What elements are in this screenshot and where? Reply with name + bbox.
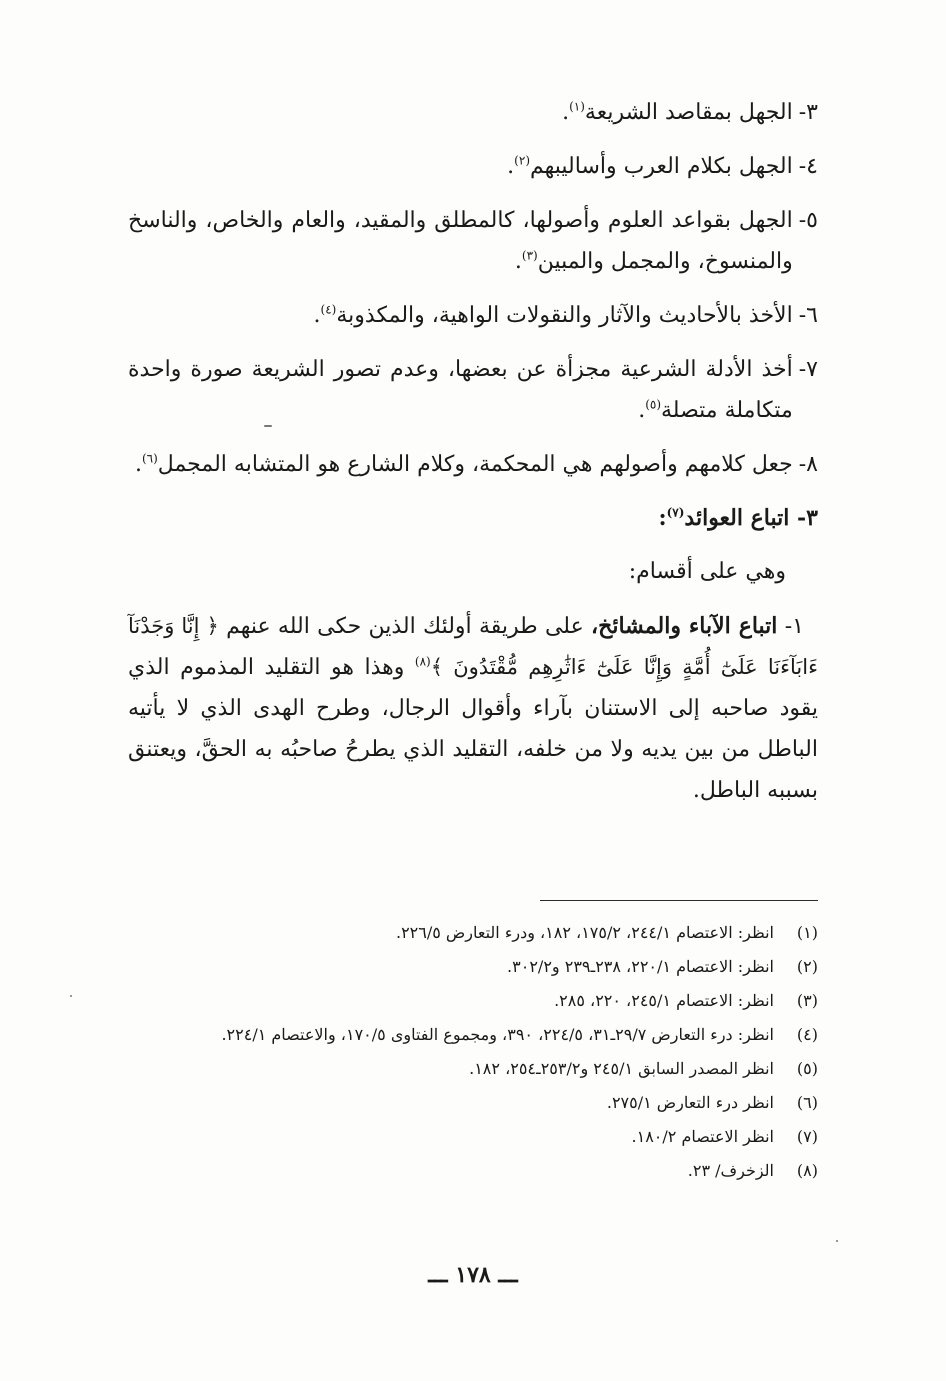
footnote	[128, 1086, 818, 1120]
footnote-divider	[540, 900, 818, 901]
footnote-ref: (١)	[569, 99, 585, 114]
footnote-text: الزخرف/ ٢٣.	[687, 1161, 774, 1180]
section-title: اتباع العوائد	[684, 505, 790, 531]
footnote	[128, 916, 818, 950]
paragraph-text: على طريقة أولئك الذين حكى الله عنهم	[226, 614, 584, 639]
footnote-text: انظر الاعتصام ١٨٠/٢.	[631, 1127, 774, 1146]
footnote-text: انظر: الاعتصام ٢٢٠/١، ٢٣٨ـ٢٣٩ و٣٠٢/٢.	[507, 957, 774, 976]
footnote-number: (١)	[796, 923, 818, 942]
footnote-ref: (٥)	[645, 397, 662, 412]
scan-speck	[836, 1240, 838, 1242]
item-number: ٦-	[798, 303, 818, 328]
item-text: جعل كلامهم وأصولهم هي المحكمة، وكلام الشارع هو المتشابه المجمل	[157, 452, 793, 477]
section-heading: ٣- اتباع العوائد$^{(٧)}$:	[658, 505, 818, 531]
footnote-ref: (٦)	[141, 451, 158, 466]
item-number: ٤-	[798, 154, 818, 179]
footnote-ref: (٧)	[666, 505, 685, 520]
footnote-text: انظر: درء التعارض ٢٩/٧ـ٣١، ٢٢٤/٥، ٣٩٠، ومجموع الفتاوى ١٧٠/٥، والاعتصام ٢٢٤/١.	[221, 1025, 774, 1044]
footnote-number: (٣)	[796, 991, 818, 1010]
footnote	[128, 1120, 818, 1154]
footnote	[128, 1052, 818, 1086]
page-number: ـــ ١٧٨ ـــ	[428, 1262, 518, 1288]
footnote	[128, 984, 818, 1018]
footnote	[128, 950, 818, 984]
footnote-number: (٦)	[796, 1093, 818, 1112]
section-number: ٣-	[797, 505, 818, 531]
item-text: الجهل بقواعد العلوم وأصولها، كالمطلق والمقيد، والعام والخاص، والناسخ والمنسوخ، والمجمل والمبين	[128, 208, 793, 274]
footnote-ref: (٢)	[514, 153, 530, 168]
paragraph-text: وهذا هو التقليد المذموم الذي يقود صاحبه إلى الاستنان بآراء وأقوال الرجال، وطرح الهدى الذي لا يأتيه الباطل من بين يديه ولا من خلفه، التقليد الذي يطرحُ صاحبُه به الحقَّ، ويعتنق بسببه الباطل.	[128, 655, 818, 803]
scan-speck	[264, 425, 272, 427]
list-item: ٧- أخذ الأدلة الشرعية مجزأة عن بعضها، وعدم تصور الشريعة صورة واحدة متكاملة متصلة$^{(٥)}$.	[128, 349, 818, 431]
footnote-text: انظر المصدر السابق ٢٤٥/١ و٢٥٣/٢ـ٢٥٤، ١٨٢.	[469, 1059, 774, 1078]
item-number: ٧-	[798, 357, 818, 382]
item-text: أخذ الأدلة الشرعية مجزأة عن بعضها، وعدم تصور الشريعة صورة واحدة متكاملة متصلة	[128, 357, 793, 423]
footnote-number: (٨)	[796, 1161, 818, 1180]
paragraph-bold-lead: اتباع الآباء والمشائخ،	[591, 613, 778, 639]
paragraph-number: ١-	[784, 614, 804, 639]
section-intro: وهي على أقسام:	[628, 559, 786, 584]
footnote-number: (٢)	[796, 957, 818, 976]
footnote-ref: (٨)	[414, 654, 431, 669]
footnote	[128, 1154, 818, 1188]
item-number: ٣-	[798, 100, 818, 125]
footnote-text: انظر درء التعارض ٢٧٥/١.	[606, 1093, 774, 1112]
list-item: ٤- الجهل بكلام العرب وأساليبهم$^{(٢)}$.	[128, 146, 818, 187]
main-text-block	[128, 92, 818, 811]
footnote-ref: (٤)	[320, 302, 337, 317]
list-item: ٦- الأخذ بالأحاديث والآثار والنقولات الواهية، والمكذوبة$^{(٤)}$.	[128, 295, 818, 336]
item-number: ٥-	[798, 208, 818, 233]
list-item: ٨- جعل كلامهم وأصولهم هي المحكمة، وكلام الشارع هو المتشابه المجمل$^{(٦)}$.	[128, 444, 818, 485]
item-number: ٨-	[798, 452, 818, 477]
footnote-text: انظر: الاعتصام ٢٤٤/١، ١٧٥/٢، ١٨٢، ودرء التعارض ٢٢٦/٥.	[395, 923, 774, 942]
body-paragraph	[128, 606, 818, 811]
footnote	[128, 1018, 818, 1052]
item-text: الجهل بكلام العرب وأساليبهم	[530, 154, 793, 179]
item-text: الأخذ بالأحاديث والآثار والنقولات الواهية، والمكذوبة	[336, 303, 793, 328]
quran-verse: ﴿ إِنَّا وَجَدْنَآ ءَابَآءَنَا عَلَىٰٓ أُمَّةٍ وَإِنَّا عَلَىٰٓ ءَاثَٰرِهِم مُّقْتَدُونَ ﴾	[128, 614, 818, 679]
footnote-text: انظر: الاعتصام ٢٤٥/١، ٢٢٠، ٢٨٥.	[554, 991, 774, 1010]
footnotes	[128, 916, 818, 1188]
list-item: ٣- الجهل بمقاصد الشريعة$^{(١)}$.	[128, 92, 818, 133]
item-text: الجهل بمقاصد الشريعة	[584, 100, 793, 125]
footnote-number: (٥)	[796, 1059, 818, 1078]
footnote-ref: (٣)	[521, 248, 538, 263]
list-item: ٥- الجهل بقواعد العلوم وأصولها، كالمطلق والمقيد، والعام والخاص، والناسخ والمنسوخ، والمجمل والمبين$^{(٣)}$.	[128, 200, 818, 282]
scan-speck	[70, 995, 72, 997]
footnote-number: (٤)	[796, 1025, 818, 1044]
footnote-number: (٧)	[796, 1127, 818, 1146]
